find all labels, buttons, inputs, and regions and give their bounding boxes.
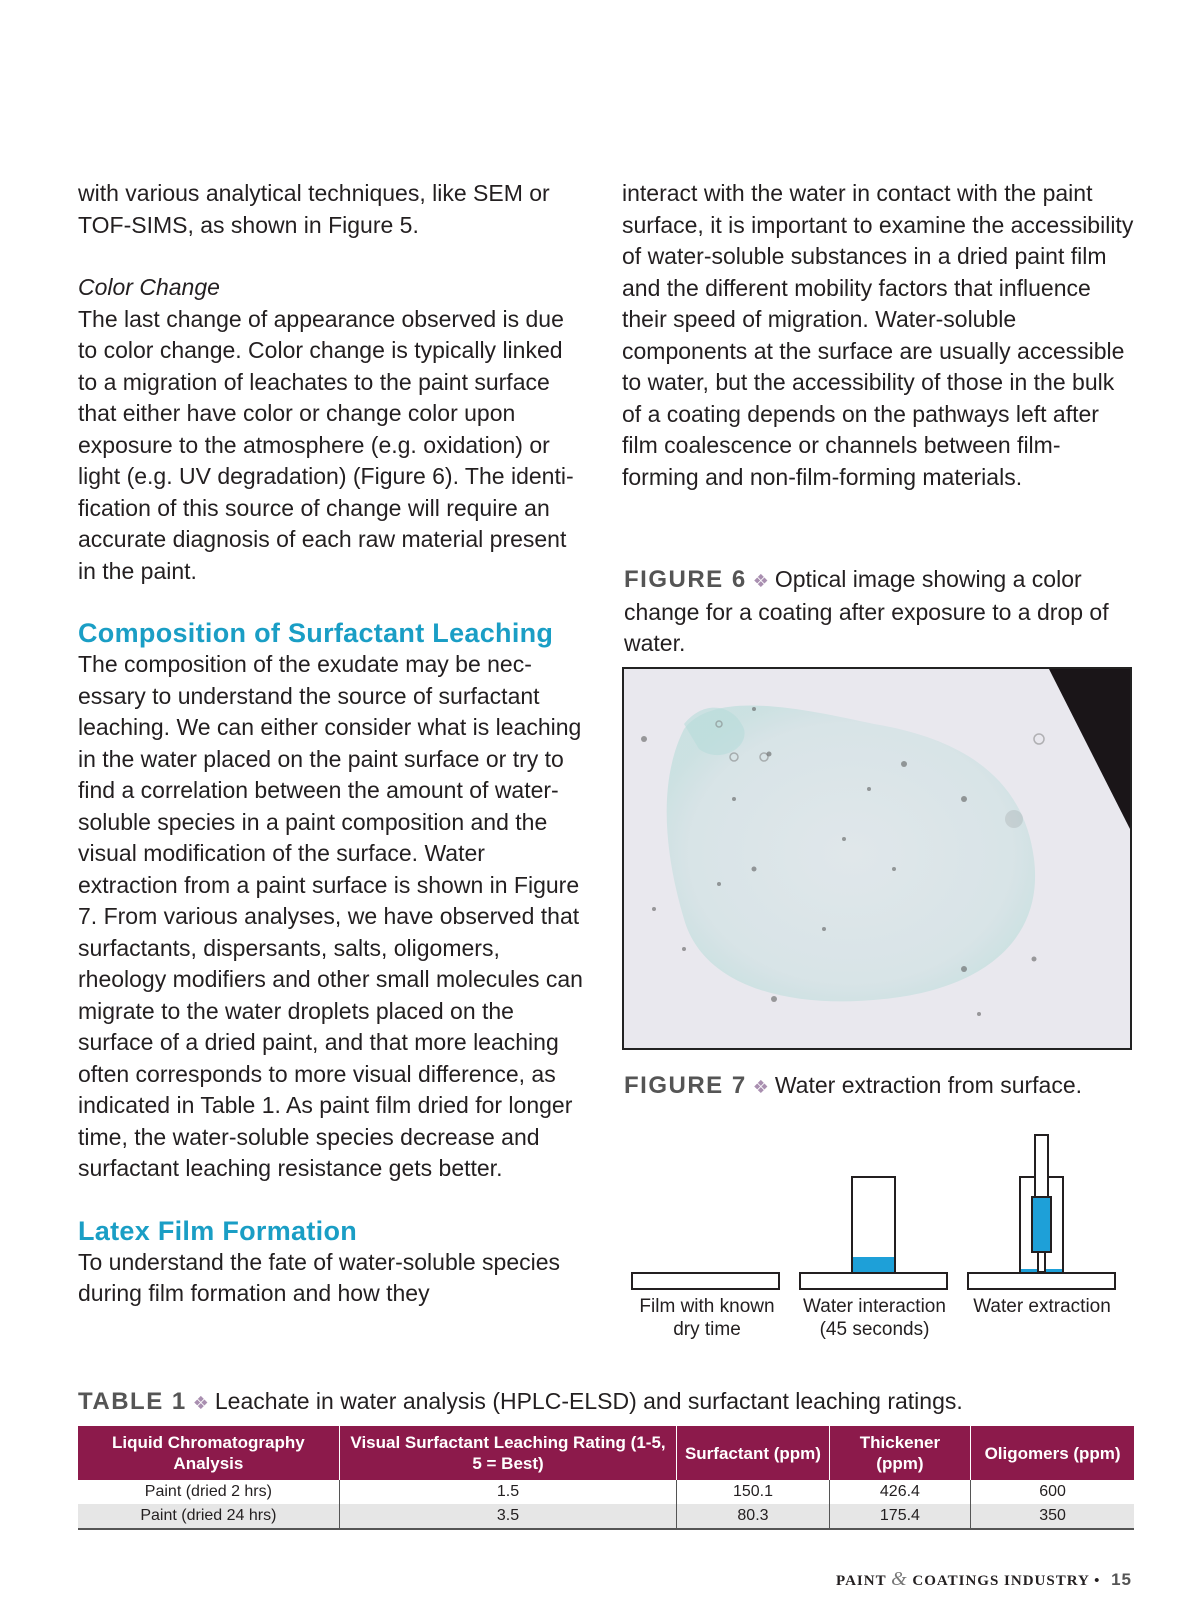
color-change-subheading: Color Change bbox=[78, 274, 220, 300]
water-extraction-diagram bbox=[622, 1130, 1132, 1290]
pipette-tip-shape bbox=[1038, 1252, 1045, 1272]
col-header-analysis: Liquid Chromatography Analysis bbox=[78, 1426, 339, 1480]
table-cell: Paint (dried 24 hrs) bbox=[78, 1504, 339, 1529]
film-shape-3 bbox=[968, 1273, 1115, 1289]
figure7-label: FIGURE 7 bbox=[624, 1072, 747, 1099]
table-cell: Paint (dried 2 hrs) bbox=[78, 1480, 339, 1504]
table-cell: 150.1 bbox=[677, 1480, 829, 1504]
composition-body: The composition of the exudate may be necessary to understand the source of surfactant leaching. We can either consider what is leaching in the water placed on the paint surface or try to find a correlation between the amount of water-soluble species in a paint composition and the visual modification of the surface. Water extraction from a paint surface is shown in Figure 7. From various analyses, we have observed that surfactants, dispersants, salts, oligomers, rheology modifiers and other small molecules can migrate to the water droplets placed on the surface of a dried paint, and that more leaching often corresponds to more visual difference, as indicated in Table 1. As paint film dried for longer time, the water-soluble species decrease and surfactant leaching resistance gets better. bbox=[78, 651, 583, 1181]
table1-caption-text: Leachate in water analysis (HPLC-ELSD) and surfactant leaching ratings. bbox=[214, 1388, 963, 1414]
figure7-caption bbox=[624, 1070, 1124, 1103]
col-header-surfactant: Surfactant (ppm) bbox=[677, 1426, 829, 1480]
table-row bbox=[78, 1504, 1134, 1529]
table-cell: 1.5 bbox=[339, 1480, 676, 1504]
film-shape-2 bbox=[800, 1273, 947, 1289]
latex-body: To understand the fate of water-soluble species during film formation and how they bbox=[78, 1248, 561, 1306]
table-cell: 600 bbox=[1039, 1483, 1066, 1500]
table-cell: 175.4 bbox=[829, 1504, 971, 1529]
figure6-photo bbox=[622, 667, 1132, 1050]
publication-name-part1: PAINT bbox=[836, 1573, 887, 1589]
table-cell: 80.3 bbox=[677, 1504, 829, 1529]
footer-bullet: • bbox=[1094, 1573, 1101, 1589]
figure6-label: FIGURE 6 bbox=[624, 566, 747, 593]
left-column bbox=[78, 178, 588, 1310]
publication-name-part2: COATINGS INDUSTRY bbox=[912, 1573, 1090, 1589]
composition-heading: Composition of Surfactant Leaching bbox=[78, 618, 554, 648]
table-cell: 426.4 bbox=[829, 1480, 971, 1504]
step-label-3: Water extraction bbox=[973, 1296, 1111, 1317]
figure7-caption-text: Water extraction from surface. bbox=[774, 1072, 1083, 1098]
table-row bbox=[78, 1480, 1134, 1504]
table-header-row bbox=[78, 1426, 1134, 1480]
figure6-caption bbox=[624, 564, 1124, 659]
table1 bbox=[78, 1426, 1134, 1530]
step-label-2: Water interaction (45 seconds) bbox=[803, 1296, 946, 1340]
col-header-oligomers: Oligomers (ppm) bbox=[971, 1426, 1134, 1480]
page-footer bbox=[836, 1568, 1132, 1591]
film-shape-1 bbox=[632, 1273, 779, 1289]
latex-heading: Latex Film Formation bbox=[78, 1215, 358, 1246]
col-header-rating: Visual Surfactant Leaching Rating (1-5, 5 = Best) bbox=[339, 1426, 676, 1480]
paint-sample-image bbox=[624, 669, 1130, 1048]
figure7-diagram bbox=[622, 1130, 1132, 1360]
water-shape bbox=[853, 1257, 894, 1272]
col-header-thickener: Thickener (ppm) bbox=[829, 1426, 971, 1480]
table-cell: 350 bbox=[971, 1504, 1134, 1529]
table1-caption bbox=[78, 1386, 1138, 1418]
diamond-icon: ❖ bbox=[752, 571, 769, 591]
color-change-body: The last change of appearance observed is due to color change. Color change is typically linked to a migration of leachates to the paint surface that either have color or change color upon exposure to the atmosphere (e.g. oxidation) or light (e.g. UV degradation) (Figure 6). The identification of this source of change will require an accurate diagnosis of each raw material present in the paint. bbox=[78, 305, 574, 584]
table1-label: TABLE 1 bbox=[78, 1388, 187, 1415]
intro-paragraph: with various analytical techniques, like SEM or TOF-SIMS, as shown in Figure 5. bbox=[78, 180, 550, 238]
figure6-caption-text: Optical image showing a color change for a coating after exposure to a drop of water. bbox=[624, 566, 1109, 656]
page-number: 15 bbox=[1111, 1570, 1132, 1589]
pipette-top-shape bbox=[1035, 1135, 1048, 1197]
step-label-1: Film with known dry time bbox=[639, 1296, 775, 1340]
diamond-icon: ❖ bbox=[752, 1077, 769, 1097]
right-column bbox=[622, 178, 1137, 493]
table-cell: 3.5 bbox=[339, 1504, 676, 1529]
diamond-icon: ❖ bbox=[192, 1393, 209, 1413]
ampersand: & bbox=[891, 1568, 908, 1590]
right-column-body: interact with the water in contact with the paint surface, it is important to examine the accessibility of water-soluble substances in a dried paint film and the different mobility factors that influence their speed of migration. Water-soluble components at the surface are usually accessible to water, but the accessibility of those in the bulk of a coating depends on the pathways left after film coalescence or channels between film-forming and non-film-forming materials. bbox=[622, 180, 1134, 490]
pipette-body-shape bbox=[1032, 1197, 1051, 1252]
